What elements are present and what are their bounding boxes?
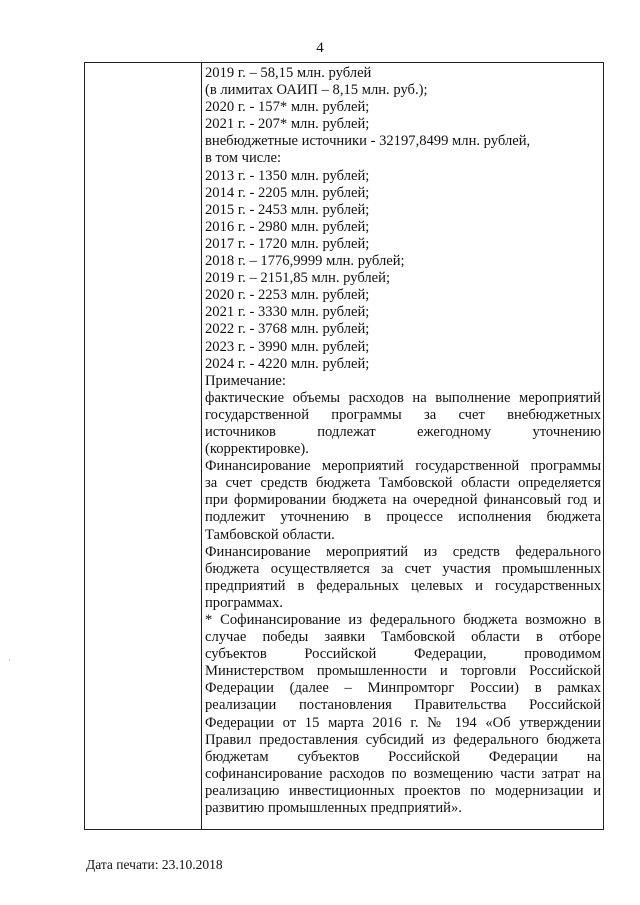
funding-line: в том числе: (205, 150, 282, 167)
paragraph-line: при формировании бюджета на очередной финансовый год и (205, 492, 601, 509)
print-date: Дата печати: 23.10.2018 (86, 857, 223, 872)
margin-mark: · (8, 655, 11, 665)
paragraph-line: бюджета осуществляется за счет участия промышленных (205, 560, 601, 577)
paragraph-line: случае победы заявки Тамбовской области в отборе (205, 629, 601, 646)
paragraph-line: Тамбовской области. (205, 526, 335, 543)
funding-line: 2022 г. - 3768 млн. рублей; (205, 321, 370, 338)
paragraph-line: Федерации (далее – Минпромторг России) в рамках (205, 680, 601, 697)
paragraph-line: предприятий в федеральных целевых и государственных (205, 577, 601, 594)
funding-line: 2019 г. – 2151,85 млн. рублей; (205, 270, 391, 287)
funding-line: 2020 г. - 2253 млн. рублей; (205, 287, 370, 304)
funding-line: 2013 г. - 1350 млн. рублей; (205, 167, 370, 184)
funding-line: 2014 г. - 2205 млн. рублей; (205, 184, 370, 201)
note-paragraph (205, 390, 601, 458)
paragraph-line: субъектов Российской Федерации, проводимом (205, 646, 601, 663)
funding-line: Примечание: (205, 372, 286, 389)
paragraph-line: за счет средств бюджета Тамбовской области определяется (205, 475, 601, 492)
page-number: 4 (316, 40, 324, 56)
paragraph-line: Финансирование мероприятий из средств федерального (205, 543, 601, 560)
funding-line: 2021 г. - 3330 млн. рублей; (205, 304, 370, 321)
program-table (84, 62, 604, 830)
paragraph-line: реализацию инвестиционных проектов по модернизации и (205, 782, 601, 799)
funding-list (205, 65, 601, 390)
funding-line: 2023 г. - 3990 млн. рублей; (205, 338, 370, 355)
paragraph-line: Министерством промышленности и торговли Российской (205, 663, 601, 680)
notes-paragraphs (205, 390, 601, 817)
funding-line: внебюджетные источники - 32197,8499 млн. рублей, (205, 133, 531, 150)
paragraph-line: развитию промышленных предприятий». (205, 800, 462, 817)
paragraph-line: Правил предоставления субсидий из федерального бюджета (205, 731, 601, 748)
paragraph-line: (корректировке). (205, 441, 309, 458)
paragraph-line: программах. (205, 594, 283, 611)
funding-cell (205, 65, 601, 817)
paragraph-line: софинансирование расходов по возмещению части затрат на (205, 765, 601, 782)
paragraph-line: реализации постановления Правительства Российской (205, 697, 601, 714)
paragraph-line: государственной программы за счет внебюджетных (205, 406, 601, 423)
paragraph-line: * Софинансирование из федерального бюджета возможно в (205, 612, 601, 628)
funding-line: 2019 г. – 58,15 млн. рублей (205, 65, 372, 81)
note-paragraph (205, 458, 601, 543)
funding-line: 2024 г. - 4220 млн. рублей; (205, 355, 370, 372)
funding-line: 2017 г. - 1720 млн. рублей; (205, 235, 370, 252)
paragraph-line: подлежит уточнению в процессе исполнения бюджета (205, 509, 601, 526)
funding-line: 2016 г. - 2980 млн. рублей; (205, 218, 370, 235)
funding-line: 2021 г. - 207* млн. рублей; (205, 116, 370, 133)
note-paragraph (205, 612, 601, 817)
funding-line: 2020 г. - 157* млн. рублей; (205, 99, 370, 116)
paragraph-line: источников подлежат ежегодному уточнению (205, 423, 601, 440)
funding-line: (в лимитах ОАИП – 8,15 млн. руб.); (205, 82, 428, 99)
funding-line: 2018 г. – 1776,9999 млн. рублей; (205, 253, 405, 270)
column-divider (201, 63, 202, 829)
funding-line: 2015 г. - 2453 млн. рублей; (205, 201, 370, 218)
note-paragraph (205, 544, 601, 612)
paragraph-line: бюджетам субъектов Российской Федерации на (205, 748, 601, 765)
paragraph-line: Федерации от 15 марта 2016 г. № 194 «Об утверждении (205, 714, 601, 731)
paragraph-line: фактические объемы расходов на выполнение мероприятий (205, 389, 601, 406)
paragraph-line: Финансирование мероприятий государственной программы (205, 458, 601, 475)
